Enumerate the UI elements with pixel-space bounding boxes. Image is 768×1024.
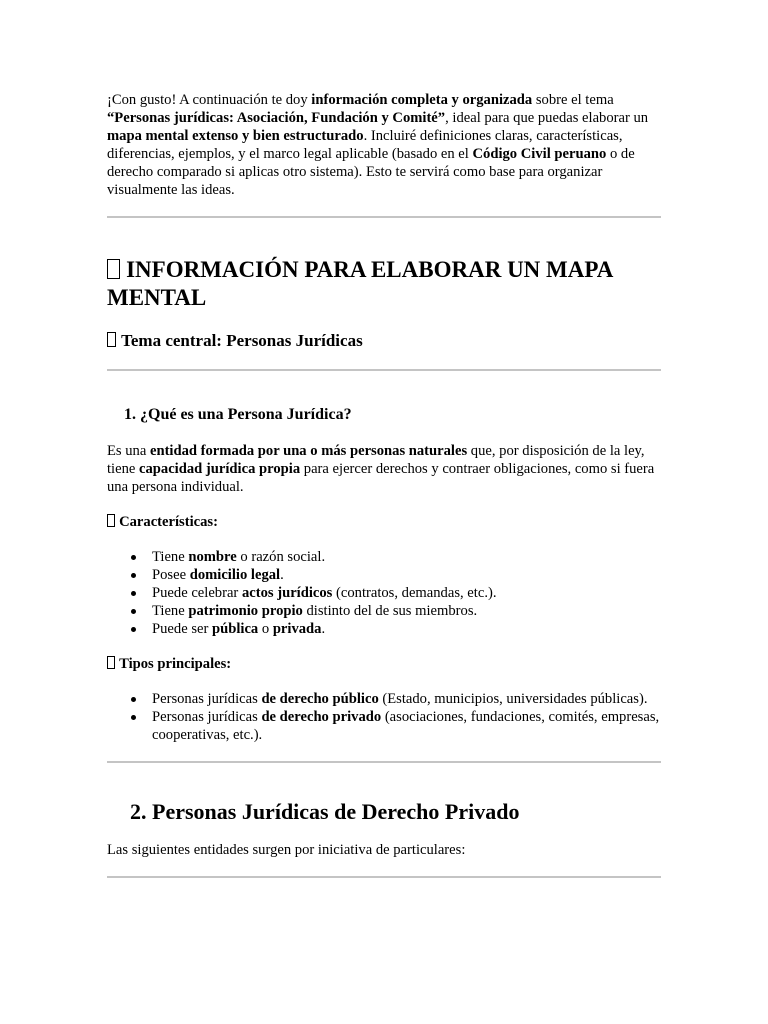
missing-glyph-icon [107,259,120,279]
types-list [107,690,661,744]
item-text: o razón social. [236,549,326,565]
characteristics-label-text: Características: [119,514,218,530]
section2-text: Las siguientes entidades surgen por iniciativa de particulares: [107,842,466,858]
item-text: (contratos, demandas, etc.). [332,585,497,601]
list-item [152,584,661,602]
main-title [107,256,661,312]
item-text: (Estado, municipios, universidades públicas). [378,691,648,707]
intro-bold-1: información completa y organizada [311,92,533,108]
definition-bold-1: entidad formada por una o más personas naturales [149,443,468,459]
divider [107,369,661,371]
intro-bold-3: mapa mental extenso y bien estructurado [107,128,364,144]
divider [107,876,661,878]
list-item [152,566,661,584]
item-bold: pública [211,621,259,637]
definition-bold-2: capacidad jurídica propia [139,461,301,477]
item-text: Puede ser [152,621,212,637]
divider [107,216,661,218]
document-content [107,91,661,878]
intro-bold-2: “Personas jurídicas: Asociación, Fundación y Comité” [107,110,446,126]
item-text: (asociaciones, fundaciones, comités, empresas, cooperativas, etc.). [152,709,660,743]
list-item [152,620,661,638]
intro-text-5: o de derecho comparado si aplicas otro sistema). Esto te servirá como base para organizar visualmente las ideas. [107,146,635,198]
item-bold: de derecho privado [261,709,382,725]
item-text: . [321,621,326,637]
missing-glyph-icon [107,332,116,347]
section1-heading: 1. ¿Qué es una Persona Jurídica? [124,406,352,423]
item-text: Tiene [152,603,189,619]
definition-text-2: que, por disposición de la ley, tiene [107,443,645,477]
item-text: Puede celebrar [152,585,242,601]
central-topic-text: Tema central: Personas Jurídicas [121,331,363,350]
divider [107,761,661,763]
item-text: Personas jurídicas [152,691,262,707]
intro-text-3: , ideal para que puedas elaborar un [445,110,649,126]
item-bold: actos jurídicos [241,585,333,601]
item-text: Posee [152,567,190,583]
central-topic [107,330,661,351]
item-bold: domicilio legal [189,567,281,583]
section2-heading: 2. Personas Jurídicas de Derecho Privado [130,799,520,824]
item-text: o [258,621,273,637]
item-text: distinto del de sus miembros. [302,603,478,619]
list-item [152,690,661,708]
item-text: Personas jurídicas [152,709,262,725]
intro-bold-4: Código Civil peruano [472,146,607,162]
intro-text-2: sobre el tema [532,92,614,108]
item-bold: nombre [188,549,237,565]
item-text: . [280,567,284,583]
section1-definition [107,442,661,496]
missing-glyph-icon [107,514,115,527]
item-bold: patrimonio propio [188,603,303,619]
missing-glyph-icon [107,656,115,669]
intro-paragraph [107,91,661,199]
list-item [152,602,661,620]
characteristics-label [107,513,661,531]
definition-text-3: para ejercer derechos y contraer obligaciones, como si fuera una persona individual. [107,461,655,495]
main-title-text: INFORMACIÓN PARA ELABORAR UN MAPA MENTAL [107,257,613,310]
types-label [107,655,661,673]
intro-text-4: . Incluiré definiciones claras, características, diferencias, ejemplos, y el marco legal aplicable (basado en el [107,128,623,162]
item-bold: privada [272,621,322,637]
list-item [152,548,661,566]
definition-text-1: Es una [107,443,150,459]
characteristics-list [107,548,661,638]
intro-text-1: ¡Con gusto! A continuación te doy [107,92,312,108]
types-label-text: Tipos principales: [119,656,232,672]
item-bold: de derecho público [261,691,379,707]
item-text: Tiene [152,549,189,565]
list-item [152,708,661,744]
